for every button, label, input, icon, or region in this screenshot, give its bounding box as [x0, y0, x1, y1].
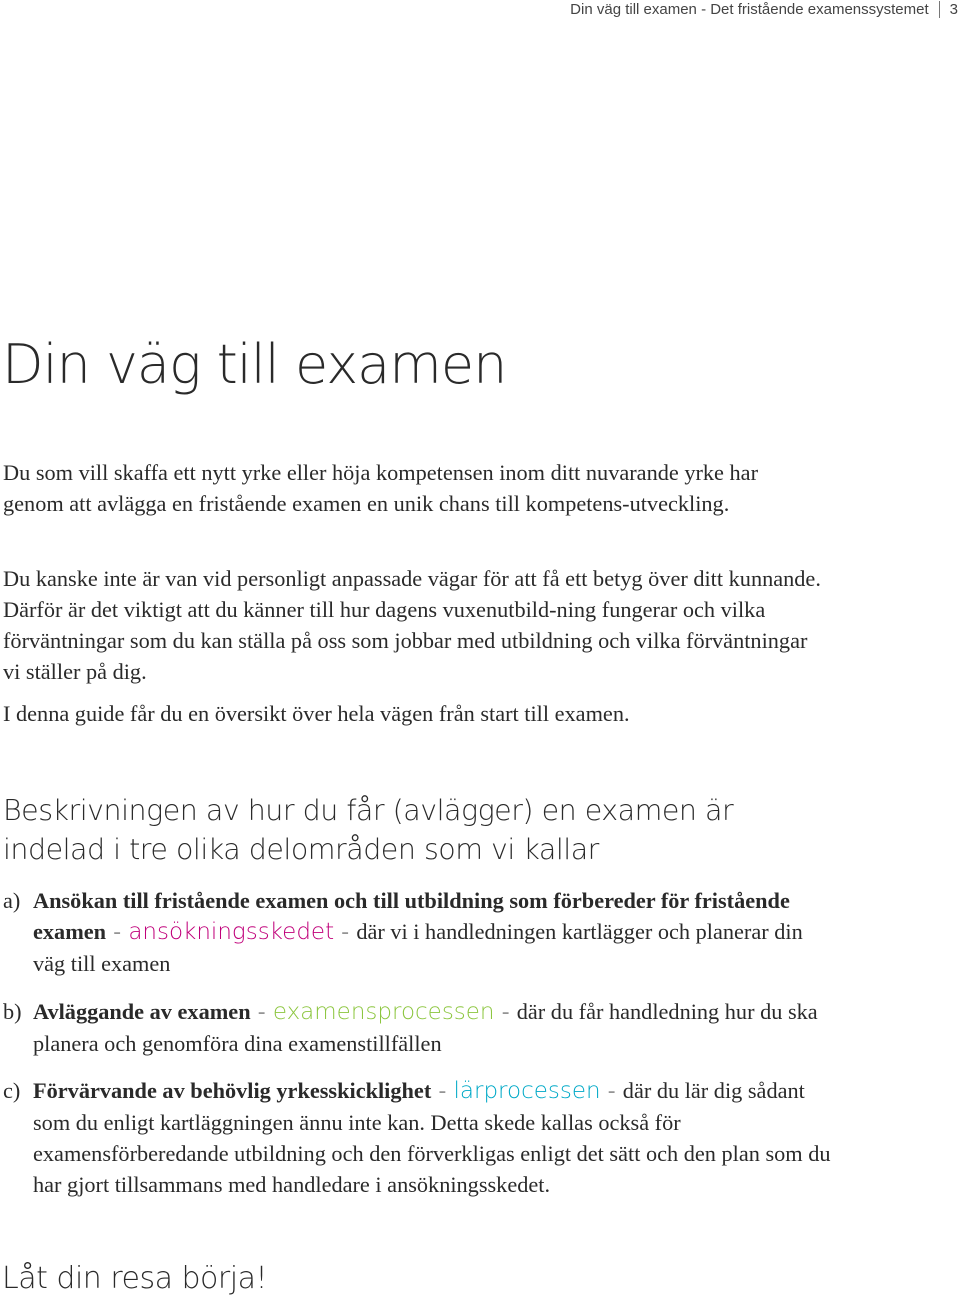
section-heading-line-1: Beskrivningen av hur du får (avlägger) en examen är	[3, 794, 734, 827]
intro-paragraph-1: Du som vill skaffa ett nytt yrke eller höja kompetensen inom ditt nuvarande yrke har genom att avlägga en fristående examen en unik chans till kompetens-utveckling.	[3, 460, 759, 516]
list-marker: a)	[3, 888, 21, 913]
list-item-lead: Avläggande av examen	[33, 999, 251, 1024]
list-item-content	[33, 996, 833, 1059]
list-marker: b)	[3, 999, 22, 1024]
phase-term: ansökningsskedet	[128, 919, 335, 945]
list-item-c	[3, 1075, 833, 1200]
section-heading-line-2: indelad i tre olika delområden som vi kallar	[3, 833, 599, 866]
list-item-content	[33, 885, 833, 979]
intro-paragraph-2: Du kanske inte är van vid personligt anpassade vägar för att få ett betyg över ditt kunnande. Därför är det viktigt att du känner till hur dagens vuxenutbild-ning fungerar och vilka förväntningar som du kan ställa på oss som jobbar med utbildning och vilka förväntningar vi ställer på dig.	[3, 566, 821, 684]
running-header-title: Din väg till examen - Det fristående examenssystemet	[570, 0, 929, 18]
phase-term: lärprocessen	[453, 1078, 601, 1104]
dash-separator: -	[494, 999, 517, 1025]
dash-separator: -	[431, 1078, 454, 1104]
dash-separator: -	[600, 1078, 623, 1104]
list-item-content	[33, 1075, 833, 1200]
page-title: Din väg till examen	[2, 333, 507, 396]
list-item-lead: Förvärvande av behövlig yrkesskicklighet	[33, 1078, 432, 1103]
list-item-description: där du lär dig sådant som du enligt kartläggningen ännu inte kan. Detta skede kallas också för examensförberedande utbildning och den förverkligas enligt det sätt och den plan som du har gjort tillsammans med handledare i ansökningsskedet.	[33, 1078, 831, 1197]
list-item-description: där vi i handledningen kartlägger och planerar din väg till examen	[33, 919, 803, 976]
list-item-description: där du får handledning hur du ska planera och genomföra dina examenstillfällen	[33, 999, 818, 1056]
dash-separator: -	[106, 919, 129, 945]
list-marker: c)	[3, 1078, 21, 1103]
list-item-lead: Ansökan till fristående examen och till utbildning som förbereder för fristående examen	[33, 888, 790, 944]
section-heading	[3, 791, 733, 869]
running-header	[570, 0, 960, 18]
header-divider	[939, 1, 940, 18]
intro-paragraph-3: I denna guide får du en översikt över hela vägen från start till examen.	[3, 701, 630, 726]
phase-term: examensprocessen	[272, 999, 495, 1025]
page-number: 3	[949, 0, 958, 18]
closing-heading: Låt din resa börja!	[2, 1261, 267, 1296]
list-item-b	[3, 996, 833, 1059]
list-item-a	[3, 885, 833, 979]
dash-separator: -	[334, 919, 357, 945]
dash-separator: -	[250, 999, 273, 1025]
